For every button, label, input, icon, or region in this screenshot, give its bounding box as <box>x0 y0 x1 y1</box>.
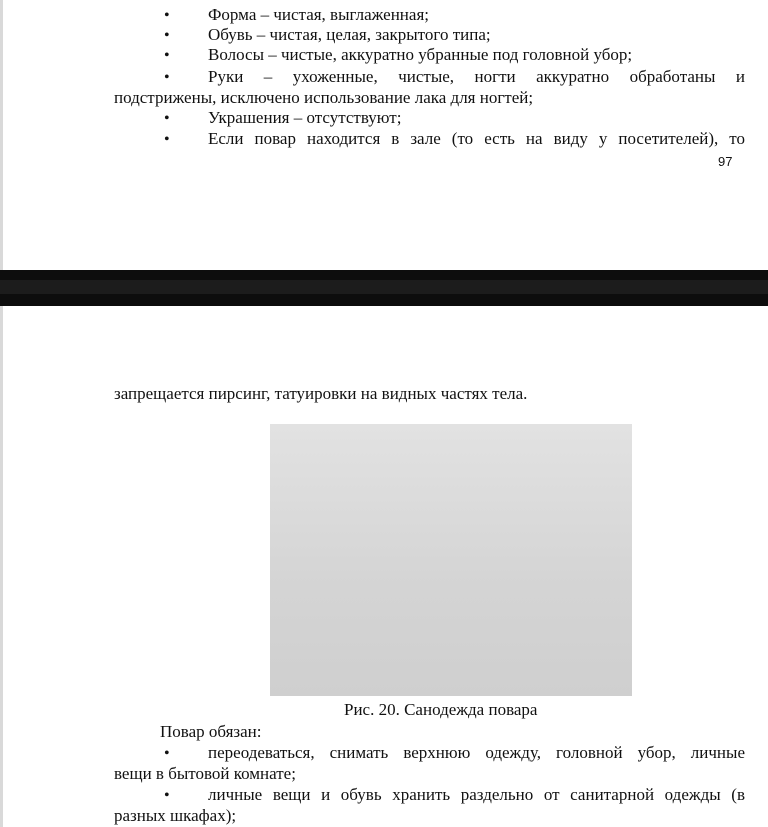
bullet: • <box>164 7 170 24</box>
chef-photo-front <box>270 424 460 696</box>
bullet: • <box>164 47 170 64</box>
bullet: • <box>164 69 170 86</box>
page-separator <box>0 270 768 306</box>
paragraph-line: запрещается пирсинг, татуировки на видных частях тела. <box>114 384 528 403</box>
list-item-continuation: подстрижены, исключено использование лака для ногтей; <box>114 88 534 107</box>
list-item: Обувь – чистая, целая, закрытого типа; <box>208 25 491 44</box>
list-item: Если повар находится в зале (то есть на виду у посетителей), то <box>208 129 745 148</box>
list-item: переодеваться, снимать верхнюю одежду, головной убор, личные <box>208 743 745 762</box>
document-page-top <box>0 0 768 270</box>
list-item: Украшения – отсутствуют; <box>208 108 402 127</box>
bullet: • <box>164 745 170 762</box>
list-item: Руки – ухоженные, чистые, ногти аккуратно обработаны и <box>208 67 745 86</box>
list-item-continuation: разных шкафах); <box>114 806 237 825</box>
list-item: Волосы – чистые, аккуратно убранные под головной убор; <box>208 45 633 64</box>
separator-band <box>0 280 768 294</box>
document-page-bottom <box>0 306 768 827</box>
page-number: 97 <box>718 154 733 169</box>
page-edge <box>0 0 3 270</box>
list-item: личные вещи и обувь хранить раздельно от санитарной одежды (в <box>208 785 745 804</box>
figure-caption: Рис. 20. Санодежда повара <box>344 700 538 719</box>
bullet: • <box>164 27 170 44</box>
list-item-continuation: вещи в бытовой комнате; <box>114 764 296 783</box>
section-heading: Повар обязан: <box>160 722 262 741</box>
bullet: • <box>164 131 170 148</box>
bullet: • <box>164 787 170 804</box>
bullet: • <box>164 110 170 127</box>
page-edge <box>0 306 3 827</box>
list-item: Форма – чистая, выглаженная; <box>208 5 429 24</box>
chef-photo-pose <box>446 424 632 696</box>
